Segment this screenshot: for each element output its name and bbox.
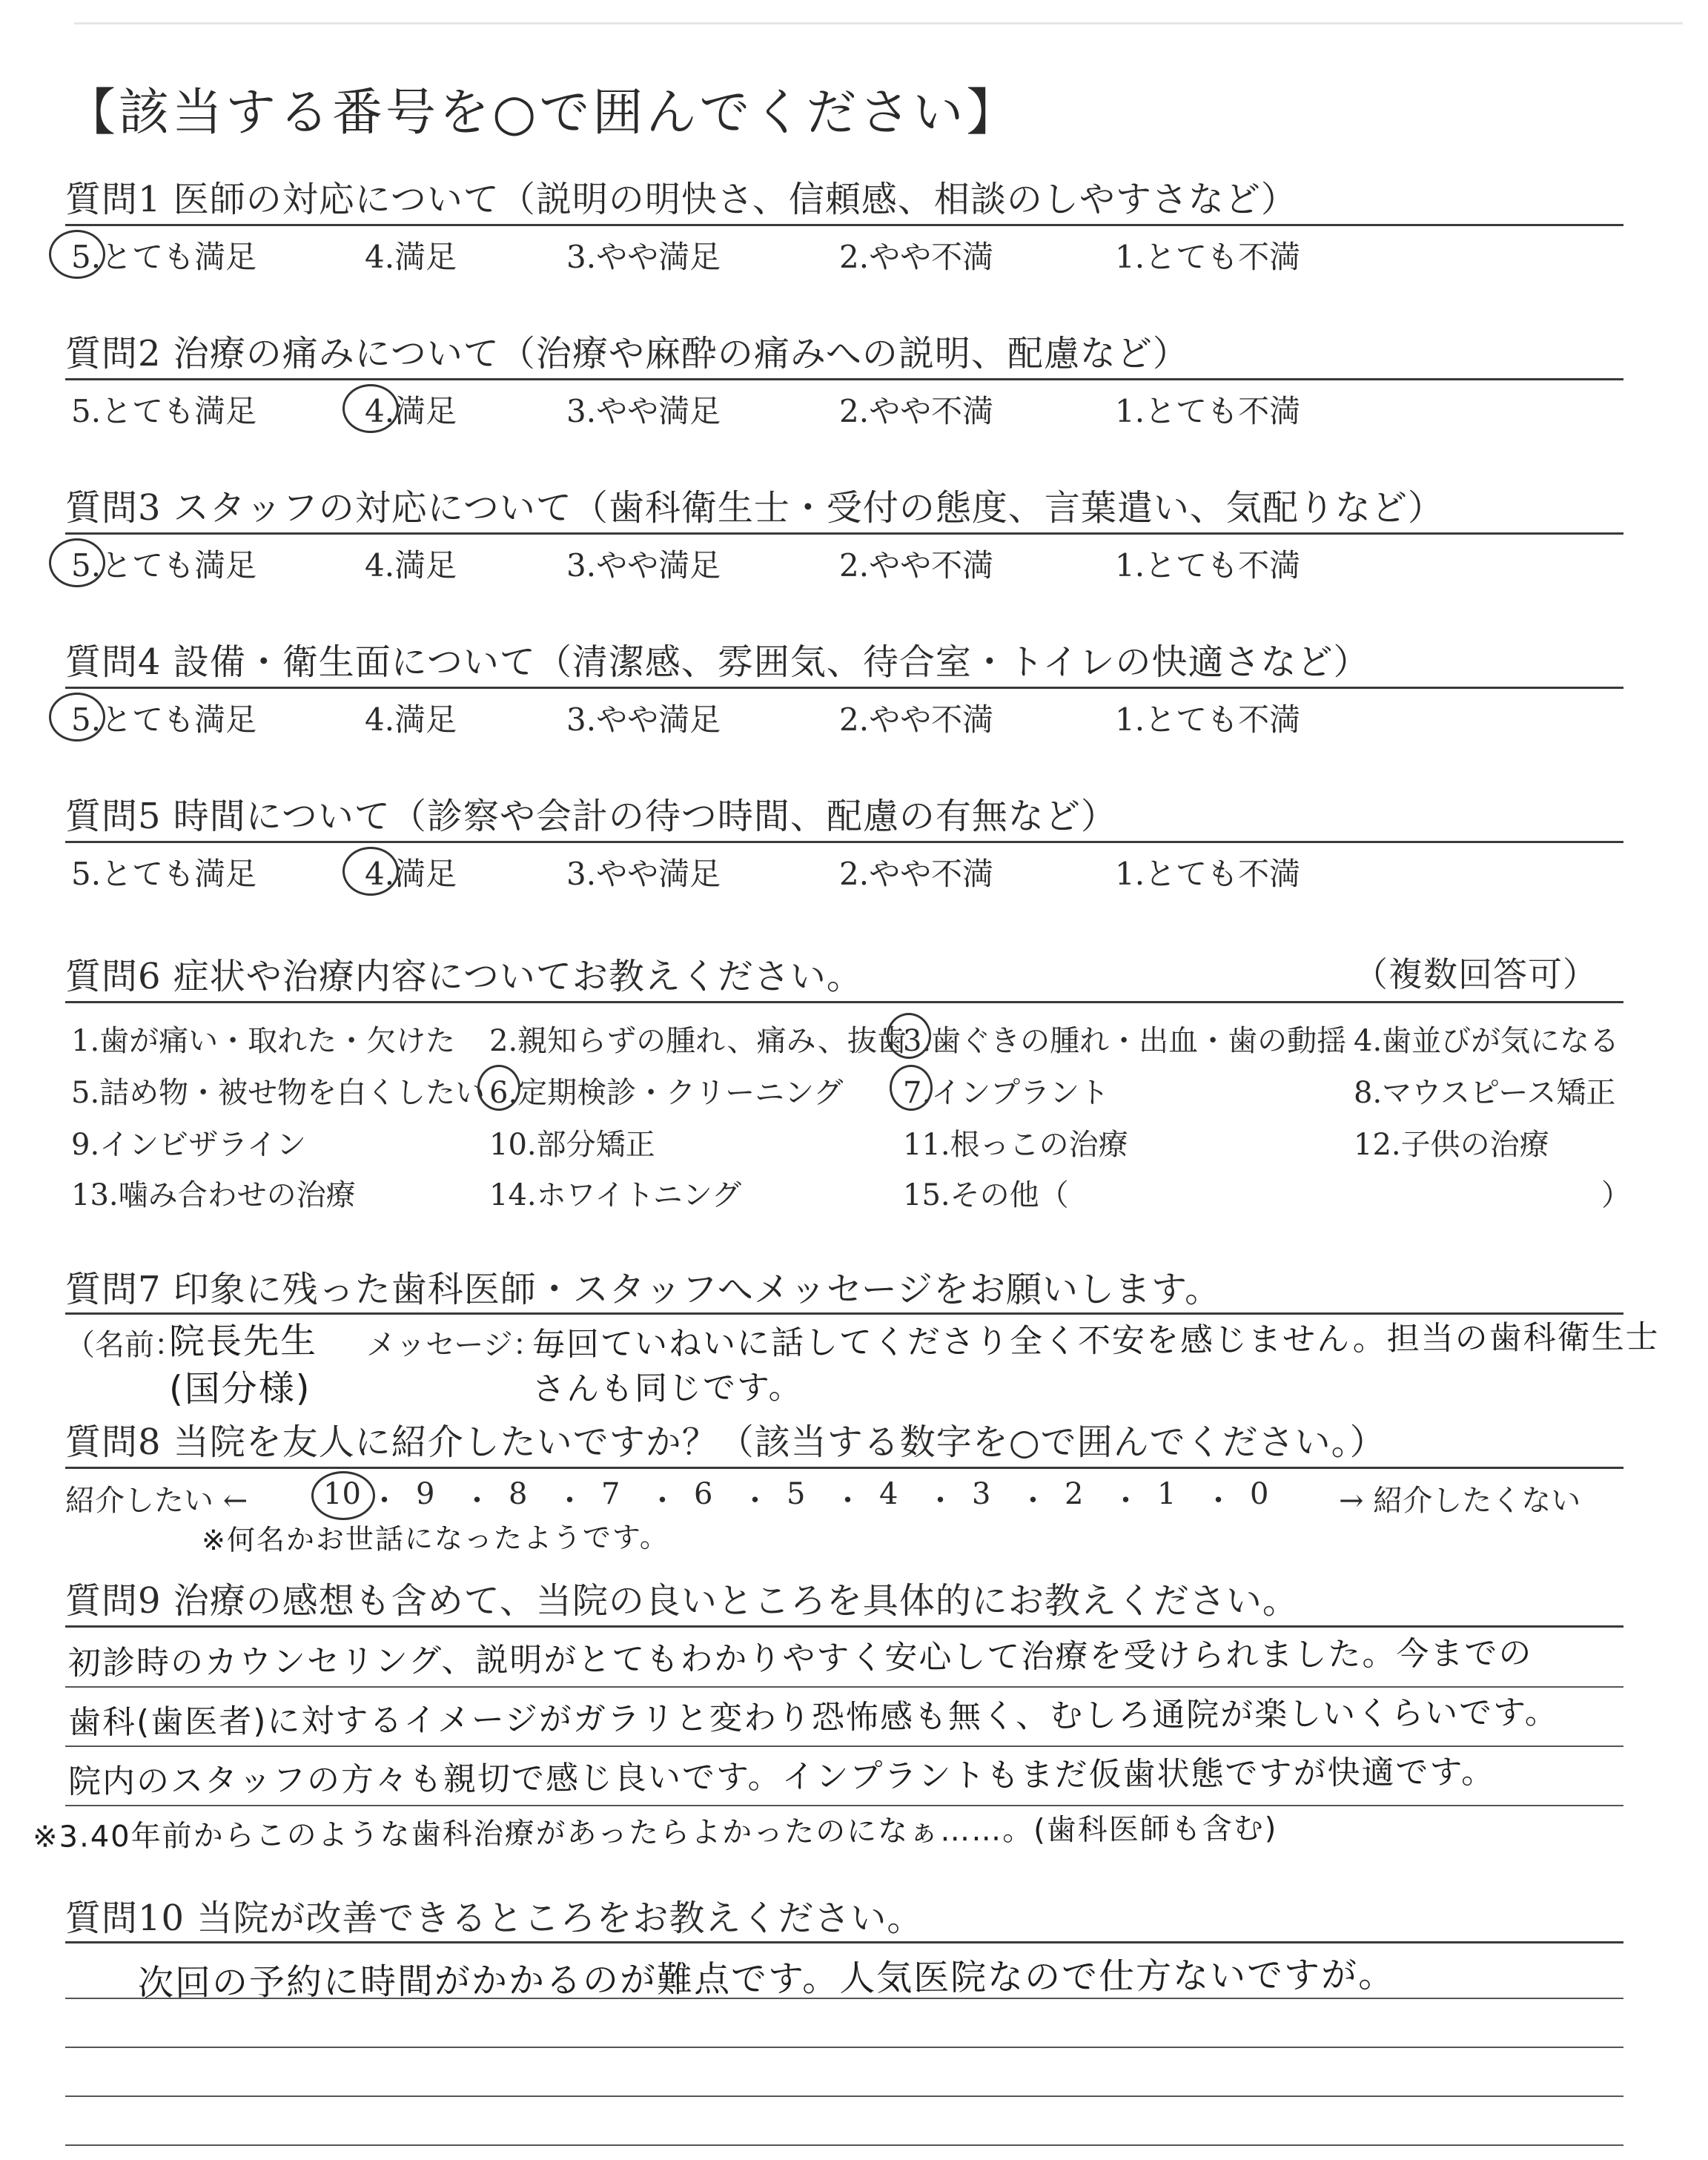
q3-option-3[interactable]: 3.やや満足 [566, 547, 721, 584]
q8-scale-value-8[interactable]: 8 [509, 1477, 528, 1511]
q8-scale-separator: ・ [1203, 1484, 1234, 1518]
q8-scale-value-7[interactable]: 7 [601, 1477, 620, 1511]
q6-title: 質問6 症状や治療内容についてお教えください。 [65, 956, 863, 997]
q7-message-line-2[interactable]: さんも同じです。 [532, 1368, 803, 1409]
q8-title: 質問8 当院を友人に紹介したいですか？（該当する数字を○で囲んでください。） [65, 1421, 1386, 1463]
q7-name-value-2[interactable]: (国分様) [168, 1367, 311, 1410]
q8-scale-value-3[interactable]: 3 [972, 1477, 991, 1511]
q2-rule [65, 378, 1623, 380]
q5-option-2[interactable]: 2.やや不満 [839, 856, 994, 892]
q8-scale-separator: ・ [740, 1484, 770, 1518]
q6-item-1[interactable]: 1.歯が痛い・取れた・欠けた [71, 1024, 456, 1058]
q7-message-line-1[interactable]: 毎回ていねいに話してくださり全く不安を感じません。担当の歯科衛生士 [532, 1318, 1660, 1364]
q1-option-5[interactable]: 5.とても満足 [71, 239, 257, 275]
q6-selected-circle-7 [890, 1065, 933, 1111]
q3-rule [65, 532, 1623, 535]
q5-title: 質問5 時間について（診察や会計の待つ時間、配慮の有無など） [65, 796, 1117, 837]
q6-item-7[interactable]: 7.インプラント [903, 1076, 1110, 1110]
q8-scale-value-6[interactable]: 6 [694, 1477, 713, 1511]
q8-scale-value-1[interactable]: 1 [1157, 1477, 1176, 1511]
q4-rule [65, 687, 1623, 689]
q6-item-6[interactable]: 6.定期検診・クリーニング [489, 1076, 844, 1110]
q1-option-3[interactable]: 3.やや満足 [566, 239, 721, 275]
q6-item-9[interactable]: 9.インビザライン [71, 1128, 306, 1162]
q3-title: 質問3 スタッフの対応について（歯科衛生士・受付の態度、言葉遣い、気配りなど） [65, 487, 1444, 529]
q3-option-4[interactable]: 4.満足 [365, 547, 457, 584]
q2-option-4[interactable]: 4.満足 [365, 393, 457, 429]
q10-title: 質問10 当院が改善できるところをお教えください。 [65, 1898, 924, 1939]
q1-option-4[interactable]: 4.満足 [365, 239, 457, 275]
q9-answer-line-3[interactable]: 院内のスタッフの方々も親切で感じ良いです。インプラントもまだ仮歯状態ですが快適です。 [67, 1753, 1496, 1801]
q4-option-1[interactable]: 1.とても不満 [1115, 701, 1301, 738]
q8-handwritten-note[interactable]: ※何名かお世話になったようです。 [201, 1520, 669, 1557]
q10-line-rule-4 [65, 2144, 1623, 2146]
q8-scale-value-10[interactable]: 10 [323, 1477, 361, 1511]
q5-option-5[interactable]: 5.とても満足 [71, 856, 257, 892]
q8-scale-value-4[interactable]: 4 [879, 1477, 898, 1511]
q2-title: 質問2 治療の痛みについて（治療や麻酔の痛みへの説明、配慮など） [65, 333, 1189, 374]
q4-option-2[interactable]: 2.やや不満 [839, 701, 994, 738]
q5-option-3[interactable]: 3.やや満足 [566, 856, 721, 892]
q8-scale-separator: ・ [369, 1484, 400, 1518]
q6-item-4[interactable]: 4.歯並びが気になる [1354, 1024, 1620, 1058]
q8-left-label: 紹介したい ← [65, 1484, 248, 1518]
q6-rule [65, 1001, 1623, 1003]
q6-item-8[interactable]: 8.マウスピース矯正 [1354, 1076, 1616, 1110]
q3-option-5[interactable]: 5.とても満足 [71, 547, 257, 584]
q6-item-14[interactable]: 14.ホワイトニング [489, 1178, 742, 1212]
q3-option-2[interactable]: 2.やや不満 [839, 547, 994, 584]
q6-selected-circle-6 [477, 1065, 520, 1111]
q2-option-2[interactable]: 2.やや不満 [839, 393, 994, 429]
q2-option-3[interactable]: 3.やや満足 [566, 393, 721, 429]
scan-edge-line [74, 22, 1683, 24]
q6-item-10[interactable]: 10.部分矯正 [489, 1128, 655, 1162]
q8-scale-separator: ・ [555, 1484, 585, 1518]
q4-title: 質問4 設備・衛生面について（清潔感、雰囲気、待合室・トイレの快適さなど） [65, 641, 1370, 683]
q4-option-5[interactable]: 5.とても満足 [71, 701, 257, 738]
q6-item-3[interactable]: 3.歯ぐきの腫れ・出血・歯の動揺 [903, 1024, 1347, 1058]
q8-scale-separator: ・ [1110, 1484, 1141, 1518]
q6-item-13[interactable]: 13.噛み合わせの治療 [71, 1178, 356, 1212]
q8-scale-value-0[interactable]: 0 [1250, 1477, 1269, 1511]
q6-item-15-close: ） [1601, 1178, 1631, 1212]
q7-name-value[interactable]: 院長先生 [168, 1320, 318, 1363]
q8-scale-separator: ・ [462, 1484, 492, 1518]
q3-selected-circle [49, 538, 105, 587]
q9-answer-line-4[interactable]: ※3.40年前からこのような歯科治療があったらよかったのになぁ……。(歯科医師も含む) [32, 1811, 1278, 1855]
q6-selected-circle-3 [887, 1013, 931, 1059]
q10-rule [65, 1941, 1623, 1943]
q5-rule [65, 841, 1623, 843]
q9-answer-line-1[interactable]: 初診時のカウンセリング、説明がとてもわかりやすく安心して治療を受けられました。今までの [67, 1634, 1533, 1682]
q1-option-1[interactable]: 1.とても不満 [1115, 239, 1301, 275]
q6-item-2[interactable]: 2.親知らずの腫れ、痛み、抜歯 [489, 1024, 907, 1058]
q1-title: 質問1 医師の対応について（説明の明快さ、信頼感、相談のしやすさなど） [65, 179, 1297, 220]
q9-answer-line-2[interactable]: 歯科(歯医者)に対するイメージがガラリと変わり恐怖感も無く、むしろ通院が楽しいくらいです。 [67, 1693, 1559, 1743]
q9-title: 質問9 治療の感想も含めて、当院の良いところを具体的にお教えください。 [65, 1580, 1299, 1622]
q5-option-1[interactable]: 1.とても不満 [1115, 856, 1301, 892]
q10-answer-line-1[interactable]: 次回の予約に時間がかかるのが難点です。人気医院なので仕方ないですが。 [137, 1954, 1396, 2004]
q8-rule [65, 1467, 1623, 1469]
q8-scale-value-5[interactable]: 5 [787, 1477, 806, 1511]
q10-line-rule-2 [65, 2047, 1623, 2048]
q8-right-label: → 紹介したくない [1339, 1484, 1581, 1518]
q8-scale-value-2[interactable]: 2 [1065, 1477, 1084, 1511]
q8-scale-separator: ・ [1018, 1484, 1048, 1518]
q8-scale-separator: ・ [647, 1484, 678, 1518]
q6-item-5[interactable]: 5.詰め物・被せ物を白くしたい [71, 1076, 486, 1110]
q10-line-rule-3 [65, 2095, 1623, 2097]
q6-item-12[interactable]: 12.子供の治療 [1354, 1128, 1549, 1162]
q8-selected-circle [311, 1471, 375, 1520]
q2-option-1[interactable]: 1.とても不満 [1115, 393, 1301, 429]
q6-note: （複数回答可） [1354, 954, 1598, 994]
q8-scale-separator: ・ [833, 1484, 863, 1518]
q2-option-5[interactable]: 5.とても満足 [71, 393, 257, 429]
q4-option-4[interactable]: 4.満足 [365, 701, 457, 738]
q7-name-label: （名前： [65, 1328, 184, 1362]
q7-title: 質問7 印象に残った歯科医師・スタッフへメッセージをお願いします。 [65, 1269, 1222, 1310]
q9-line-rule-3 [65, 1805, 1623, 1806]
q8-scale-separator: ・ [925, 1484, 956, 1518]
q7-message-label: メッセージ： [366, 1328, 543, 1362]
q5-selected-circle [342, 847, 399, 896]
page-title: 【該当する番号を○で囲んでください】 [65, 84, 1020, 142]
q8-scale-value-9[interactable]: 9 [416, 1477, 435, 1511]
q2-selected-circle [342, 384, 399, 433]
q3-option-1[interactable]: 1.とても不満 [1115, 547, 1301, 584]
q4-selected-circle [49, 693, 105, 742]
q6-item-11[interactable]: 11.根っこの治療 [903, 1128, 1128, 1162]
q1-option-2[interactable]: 2.やや不満 [839, 239, 994, 275]
q6-item-15[interactable]: 15.その他（ [903, 1178, 1069, 1212]
q1-rule [65, 224, 1623, 226]
q4-option-3[interactable]: 3.やや満足 [566, 701, 721, 738]
q5-option-4[interactable]: 4.満足 [365, 856, 457, 892]
q1-selected-circle [49, 230, 105, 279]
